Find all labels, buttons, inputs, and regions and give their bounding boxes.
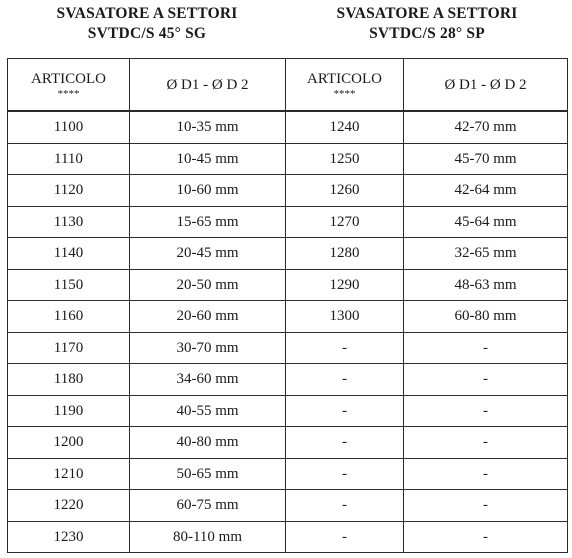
table-row xyxy=(8,301,568,333)
table-headings xyxy=(0,0,572,58)
articolo-left-cell: 1200 xyxy=(8,427,130,459)
articolo-right-cell: - xyxy=(286,427,404,459)
articolo-left-cell: 1170 xyxy=(8,332,130,364)
diameter-left-cell: 60-75 mm xyxy=(130,490,286,522)
articolo-right-cell: - xyxy=(286,490,404,522)
articolo-left-cell: 1100 xyxy=(8,111,130,143)
diameter-right-cell: - xyxy=(404,521,568,553)
articolo-left-cell: 1120 xyxy=(8,175,130,207)
diameter-right-cell: 42-70 mm xyxy=(404,111,568,143)
diameter-right-cell: - xyxy=(404,458,568,490)
articolo-right-cell: 1260 xyxy=(286,175,404,207)
table-row xyxy=(8,332,568,364)
table-row xyxy=(8,364,568,396)
diameter-right-cell: - xyxy=(404,332,568,364)
articolo-right-cell: 1250 xyxy=(286,143,404,175)
table-body xyxy=(8,111,568,553)
articolo-left-cell: 1210 xyxy=(8,458,130,490)
articolo-left-cell: 1190 xyxy=(8,395,130,427)
articolo-left-cell: 1130 xyxy=(8,206,130,238)
header-row xyxy=(8,59,568,112)
diameter-right-cell: - xyxy=(404,427,568,459)
diameter-left-cell: 50-65 mm xyxy=(130,458,286,490)
col-header-sub: **** xyxy=(333,87,356,100)
diameter-left-cell: 80-110 mm xyxy=(130,521,286,553)
diameter-left-cell: 30-70 mm xyxy=(130,332,286,364)
diameter-right-cell: 45-64 mm xyxy=(404,206,568,238)
articolo-right-cell: - xyxy=(286,364,404,396)
diameter-left-cell: 20-60 mm xyxy=(130,301,286,333)
diameter-right-cell: 45-70 mm xyxy=(404,143,568,175)
table-row xyxy=(8,490,568,522)
diameter-right-cell: - xyxy=(404,395,568,427)
table-row xyxy=(8,521,568,553)
articolo-right-cell: 1280 xyxy=(286,238,404,270)
spec-table xyxy=(7,58,568,553)
col-header-diameter-left xyxy=(130,59,286,112)
diameter-right-cell: - xyxy=(404,490,568,522)
diameter-right-cell: 60-80 mm xyxy=(404,301,568,333)
table-row xyxy=(8,111,568,143)
table-row xyxy=(8,206,568,238)
col-header-label: ARTICOLO xyxy=(31,70,106,87)
left-product-heading xyxy=(8,4,286,44)
col-header-label: Ø D1 - Ø D 2 xyxy=(166,76,249,93)
articolo-right-cell: - xyxy=(286,458,404,490)
articolo-right-cell: - xyxy=(286,521,404,553)
table-row xyxy=(8,269,568,301)
diameter-right-cell: 42-64 mm xyxy=(404,175,568,207)
diameter-left-cell: 20-45 mm xyxy=(130,238,286,270)
table-row xyxy=(8,427,568,459)
col-header-label: Ø D1 - Ø D 2 xyxy=(444,76,527,93)
articolo-right-cell: 1240 xyxy=(286,111,404,143)
right-heading-line2: SVTDC/S 28° SP xyxy=(369,25,485,42)
col-header-label: ARTICOLO xyxy=(307,70,382,87)
articolo-right-cell: 1290 xyxy=(286,269,404,301)
articolo-right-cell: - xyxy=(286,395,404,427)
table-row xyxy=(8,175,568,207)
articolo-left-cell: 1230 xyxy=(8,521,130,553)
table-row xyxy=(8,143,568,175)
col-header-articolo-right xyxy=(286,59,404,112)
diameter-right-cell: 48-63 mm xyxy=(404,269,568,301)
col-header-sub: **** xyxy=(57,87,80,100)
left-heading-line2: SVTDC/S 45° SG xyxy=(87,25,207,42)
articolo-right-cell: 1270 xyxy=(286,206,404,238)
diameter-left-cell: 40-55 mm xyxy=(130,395,286,427)
table-row xyxy=(8,395,568,427)
diameter-left-cell: 10-45 mm xyxy=(130,143,286,175)
diameter-right-cell: - xyxy=(404,364,568,396)
articolo-right-cell: - xyxy=(286,332,404,364)
articolo-left-cell: 1220 xyxy=(8,490,130,522)
diameter-left-cell: 20-50 mm xyxy=(130,269,286,301)
table-header xyxy=(8,59,568,112)
diameter-left-cell: 40-80 mm xyxy=(130,427,286,459)
articolo-right-cell: 1300 xyxy=(286,301,404,333)
table-row xyxy=(8,238,568,270)
diameter-left-cell: 10-60 mm xyxy=(130,175,286,207)
table-row xyxy=(8,458,568,490)
articolo-left-cell: 1180 xyxy=(8,364,130,396)
diameter-left-cell: 10-35 mm xyxy=(130,111,286,143)
articolo-left-cell: 1160 xyxy=(8,301,130,333)
articolo-left-cell: 1110 xyxy=(8,143,130,175)
col-header-articolo-left xyxy=(8,59,130,112)
diameter-left-cell: 15-65 mm xyxy=(130,206,286,238)
diameter-right-cell: 32-65 mm xyxy=(404,238,568,270)
articolo-left-cell: 1150 xyxy=(8,269,130,301)
diameter-left-cell: 34-60 mm xyxy=(130,364,286,396)
right-product-heading xyxy=(286,4,568,44)
right-heading-line1: SVASATORE A SETTORI xyxy=(336,5,518,22)
left-heading-line1: SVASATORE A SETTORI xyxy=(56,5,238,22)
col-header-diameter-right xyxy=(404,59,568,112)
articolo-left-cell: 1140 xyxy=(8,238,130,270)
